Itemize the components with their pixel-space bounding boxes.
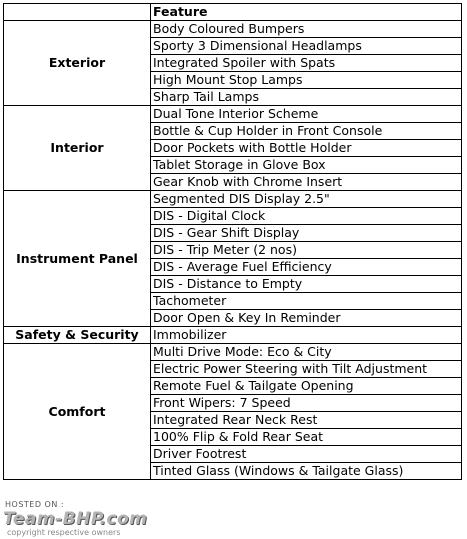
feature-cell: Tachometer [151, 293, 462, 310]
table-row [4, 327, 462, 344]
feature-cell: Driver Footrest [151, 446, 462, 463]
table-row [4, 106, 462, 123]
feature-cell: Door Pockets with Bottle Holder [151, 140, 462, 157]
feature-cell: Multi Drive Mode: Eco & City [151, 344, 462, 361]
category-cell: Safety & Security [4, 327, 151, 344]
feature-cell: Sharp Tail Lamps [151, 89, 462, 106]
feature-cell: Immobilizer [151, 327, 462, 344]
feature-cell: Integrated Rear Neck Rest [151, 412, 462, 429]
feature-cell: Gear Knob with Chrome Insert [151, 174, 462, 191]
feature-cell: Bottle & Cup Holder in Front Console [151, 123, 462, 140]
feature-cell: DIS - Trip Meter (2 nos) [151, 242, 462, 259]
feature-cell: Tablet Storage in Glove Box [151, 157, 462, 174]
feature-table [3, 3, 462, 480]
table-row [4, 191, 462, 208]
copyright-text: copyright respective owners [7, 528, 121, 537]
feature-cell: Sporty 3 Dimensional Headlamps [151, 38, 462, 55]
table-row [4, 344, 462, 361]
feature-cell: DIS - Gear Shift Display [151, 225, 462, 242]
watermark [3, 500, 203, 538]
feature-cell: 100% Flip & Fold Rear Seat [151, 429, 462, 446]
feature-cell: Door Open & Key In Reminder [151, 310, 462, 327]
table-row [4, 21, 462, 38]
feature-cell: Dual Tone Interior Scheme [151, 106, 462, 123]
category-cell: Interior [4, 106, 151, 191]
feature-cell: Segmented DIS Display 2.5" [151, 191, 462, 208]
feature-cell: DIS - Distance to Empty [151, 276, 462, 293]
hosted-on-label: HOSTED ON : [5, 500, 65, 509]
feature-cell: Body Coloured Bumpers [151, 21, 462, 38]
header-blank-cell [4, 4, 151, 21]
feature-cell: Remote Fuel & Tailgate Opening [151, 378, 462, 395]
feature-cell: Integrated Spoiler with Spats [151, 55, 462, 72]
feature-cell: DIS - Average Fuel Efficiency [151, 259, 462, 276]
category-cell: Exterior [4, 21, 151, 106]
feature-cell: Tinted Glass (Windows & Tailgate Glass) [151, 463, 462, 480]
category-cell: Comfort [4, 344, 151, 480]
feature-cell: Electric Power Steering with Tilt Adjustment [151, 361, 462, 378]
header-feature: Feature [151, 4, 462, 21]
feature-cell: Front Wipers: 7 Speed [151, 395, 462, 412]
category-cell: Instrument Panel [4, 191, 151, 327]
header-row [4, 4, 462, 21]
table-body [4, 21, 462, 480]
feature-cell: DIS - Digital Clock [151, 208, 462, 225]
feature-cell: High Mount Stop Lamps [151, 72, 462, 89]
team-bhp-logo: Team-BHP.com [3, 509, 148, 529]
